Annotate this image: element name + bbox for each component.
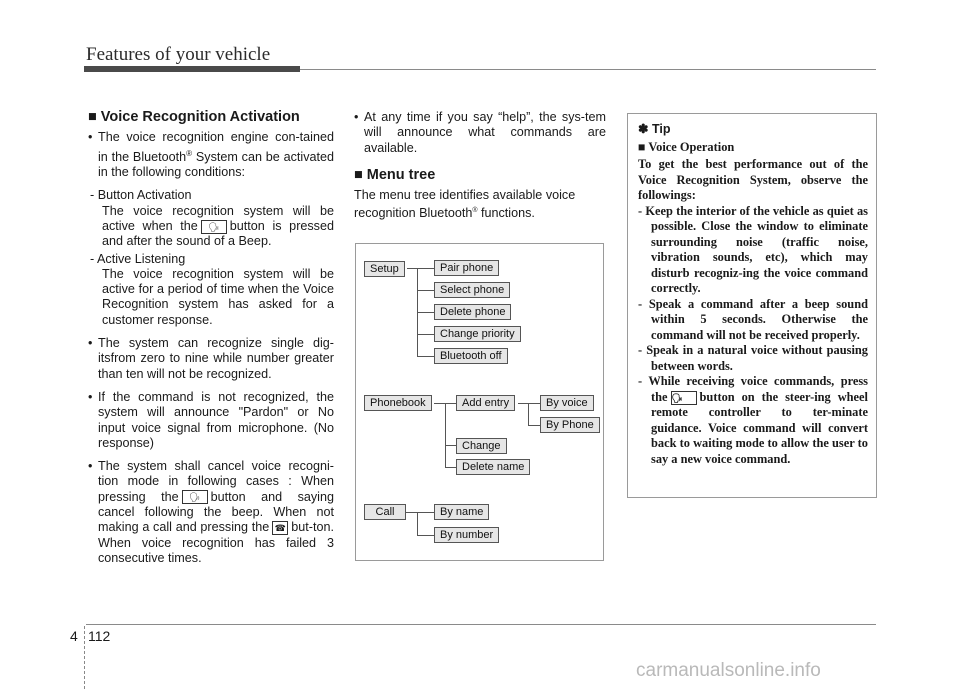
- text: functions.: [477, 206, 535, 221]
- connector: [445, 467, 456, 468]
- watermark: carmanualsonline.info: [636, 660, 821, 681]
- text: System can be activated in the following conditions:: [98, 149, 335, 180]
- tip-item: - Keep the interior of the vehicle as quiet as possible. Close the window to eliminate surrounding noise (traffic noise, vibration sounds, etc), which may disturb recogniz-ing the voice command correctly.: [638, 203, 868, 295]
- node-by-number: By number: [434, 527, 499, 543]
- connector: [406, 512, 434, 513]
- voice-talk-icon: 🗣: [201, 220, 227, 234]
- node-select-phone: Select phone: [434, 282, 510, 298]
- node-change: Change: [456, 438, 507, 454]
- text: The voice recognition engine con-tained in the Bluetooth: [98, 130, 334, 164]
- connector: [407, 268, 434, 269]
- connector: [417, 356, 434, 357]
- node-by-name: By name: [434, 504, 489, 520]
- node-phonebook: Phonebook: [364, 395, 432, 411]
- header-rule: [300, 69, 876, 70]
- text: button and saying cancel following the beep. When not making a call and pressing the: [98, 489, 334, 535]
- voice-talk-icon: 🗣: [671, 391, 697, 405]
- column-middle: [354, 110, 606, 222]
- tip-item: - Speak a command after a beep sound within 5 seconds. Otherwise the command will not be received properly.: [638, 296, 868, 342]
- text: button on the steer-ing wheel remote controller to ter-minate guidance. Voice command will convert back to waiting mode to allow the user to say a new voice command.: [651, 389, 868, 466]
- sub-heading: - Button Activation: [90, 188, 192, 203]
- registered-mark: ®: [186, 148, 193, 158]
- chapter-number: 4: [70, 628, 78, 644]
- node-bluetooth-off: Bluetooth off: [434, 348, 508, 364]
- section-heading-menu-tree: ■ Menu tree: [354, 166, 436, 183]
- page-number: 112: [88, 628, 111, 644]
- hang-up-icon: ☎: [272, 521, 288, 535]
- section-heading-voice-recognition: ■ Voice Recognition Activation: [88, 109, 300, 125]
- sub-body: The voice recognition system will be active for a period of time when the Voice Recognition system has asked for a customer response.: [102, 266, 334, 327]
- tip-intro: To get the best performance out of the Voice Recognition System, observe the followings:: [638, 157, 868, 202]
- connector: [417, 512, 418, 536]
- tip-heading: ■ Voice Operation: [638, 139, 735, 154]
- sub-heading: - Active Listening: [90, 251, 186, 266]
- footer-divider: [84, 626, 85, 689]
- sub-body: [90, 204, 334, 250]
- bullet-help: • At any time if you say “help”, the sys-tem will announce what commands are available.: [354, 110, 606, 156]
- connector: [528, 425, 540, 426]
- connector: [417, 334, 434, 335]
- page-header-title: Features of your vehicle: [86, 44, 271, 65]
- menu-tree-diagram: [355, 243, 604, 561]
- tip-item: [638, 374, 868, 467]
- bullet-engine: [88, 130, 334, 180]
- text: The voice recognition system will be active when the: [102, 203, 334, 233]
- header-bar: [84, 66, 300, 72]
- node-change-priority: Change priority: [434, 326, 521, 342]
- bullet-not-recognized: • If the command is not recognized, the system will announce "Pardon" or No input voice signal from microphone. (No response): [88, 390, 334, 451]
- connector: [417, 312, 434, 313]
- connector: [445, 403, 446, 467]
- text: but-ton. When voice recognition has failed 3 consecutive times.: [98, 520, 334, 565]
- text: The system shall cancel voice recogni-tion mode in following cases : When pressing the: [98, 459, 334, 504]
- connector: [518, 403, 540, 404]
- menu-tree-intro: [354, 188, 606, 222]
- text: The menu tree identifies available voice recognition Bluetooth: [354, 188, 576, 221]
- node-delete-phone: Delete phone: [434, 304, 511, 320]
- node-setup: Setup: [364, 261, 405, 277]
- text: button is pressed and after the sound of a Beep.: [102, 218, 334, 249]
- registered-mark: ®: [472, 207, 478, 215]
- node-pair-phone: Pair phone: [434, 260, 499, 276]
- connector: [445, 445, 456, 446]
- bullet-cancel: [88, 459, 334, 566]
- tip-box: [627, 113, 877, 498]
- node-by-voice: By voice: [540, 395, 594, 411]
- node-call: Call: [364, 504, 406, 520]
- node-delete-name: Delete name: [456, 459, 530, 475]
- tip-item: - Speak in a natural voice without pausing between words.: [638, 343, 868, 373]
- voice-talk-icon: 🗣: [182, 490, 208, 504]
- connector: [528, 403, 529, 425]
- bullet-digits: • The system can recognize single dig-itsfrom zero to nine while number greater than ten will not be recognized.: [88, 336, 334, 382]
- sub-button-activation: [90, 188, 334, 328]
- node-by-phone: By Phone: [540, 417, 600, 433]
- node-add-entry: Add entry: [456, 395, 515, 411]
- connector: [417, 290, 434, 291]
- column-left: [88, 110, 334, 574]
- tip-label: ✽ Tip: [638, 122, 671, 136]
- footer-rule: [86, 624, 876, 625]
- text: - While receiving voice commands, press the: [638, 374, 868, 404]
- connector: [417, 535, 434, 536]
